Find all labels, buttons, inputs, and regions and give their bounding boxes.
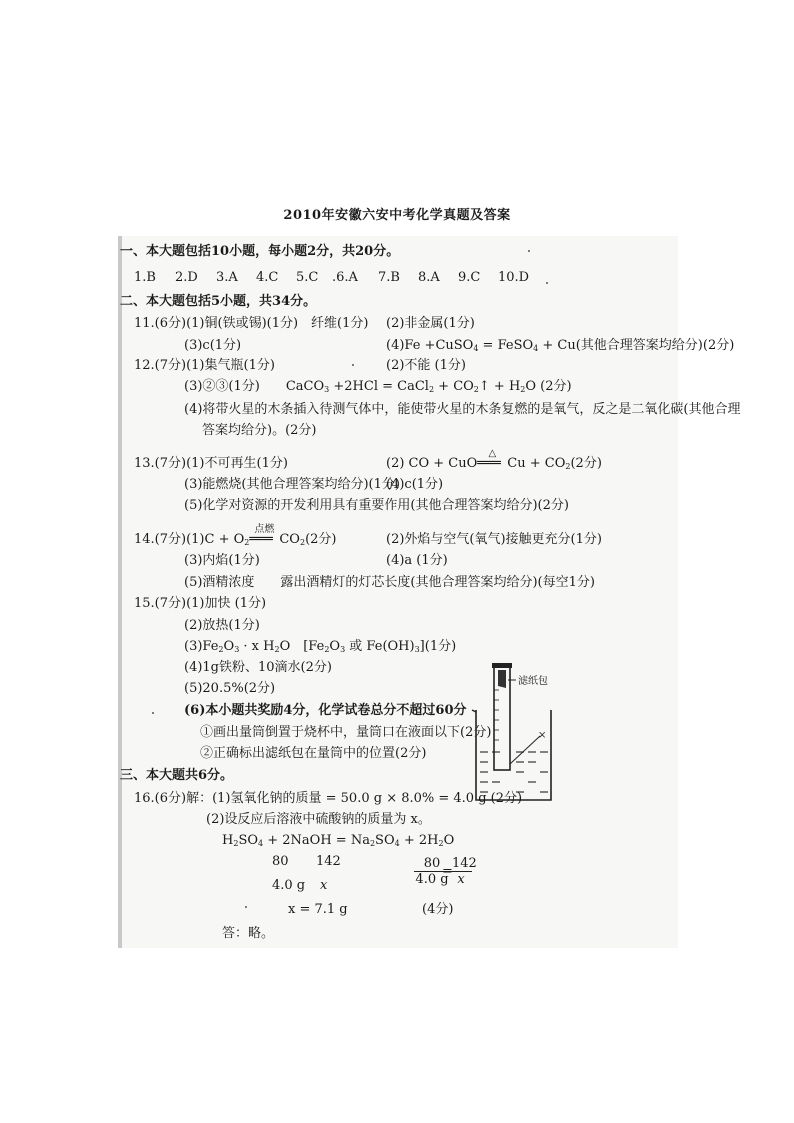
q14-line-d: (4)a (1分) [386,553,448,568]
q14-line-e: (5)酒精浓度 露出酒精灯的灯芯长度(其他合理答案均给分)(每空1分) [184,575,595,590]
eq-part: SO [238,833,259,848]
q13-line-c: (3)能燃烧(其他合理答案均给分)(1分) [184,477,400,492]
answer-5: 5.C [296,270,319,285]
answer-3: 3.A [216,270,238,285]
answer-10: 10.D [498,270,530,285]
q11-d-part: (4)Fe +CuSO [386,338,474,353]
subscript: 2 [244,538,250,547]
q11-line-b: (2)非金属(1分) [386,316,475,331]
scan-speck [152,712,154,714]
q15-line-h: ②正确标出滤纸包在量筒中的位置(2分) [200,746,427,761]
scan-speck [352,364,354,366]
proportion-equals: = [442,864,453,879]
q11-d-part: + Cu(其他合理答案均给分)(2分) [538,338,735,353]
heat-symbol: △ [488,448,497,459]
reaction-condition: △ ═══ [477,456,507,472]
q15-line-b: (2)放热(1分) [184,618,260,633]
q15-line-e: (5)20.5%(2分) [184,681,276,696]
eq-part: + 2H [399,833,439,848]
q13-line-d: (4)c(1分) [386,477,444,492]
q13-b-part: (2) CO + CuO [386,456,478,471]
q12-c-part: (3)②③(1分) CaCO [184,379,325,394]
ignite-label: 点燃 [254,524,275,535]
answer-4: 4.C [256,270,279,285]
q12-line-c [184,379,572,398]
q15-line-f: (6)本小题共奖励4分，化学试卷总分不超过60分 [184,703,467,718]
section-1-heading: 一、本大题包括10小题，每小题2分，共20分。 [120,244,400,259]
q14-line-c: (3)内焰(1分) [184,553,260,568]
given-mass: 4.0 g [272,878,306,893]
subscript: 4 [473,344,479,353]
q12-c-part: ↑ + H [478,379,521,394]
q15-c-part: · x H [239,639,275,654]
q13-line-b [386,448,602,475]
subscript: 4 [258,839,264,848]
q15-c-part: 或 Fe(OH) [345,639,415,654]
q16-points: (4分) [422,902,454,917]
scan-speck [245,906,247,908]
q15-c-part: O [329,639,341,654]
subscript: 4 [394,839,400,848]
subscript: 3 [340,645,346,654]
q14-line-a [134,524,337,551]
answer-1: 1.B [134,270,156,285]
q11-d-part: = FeSO [478,338,534,353]
subscript: 3 [414,645,420,654]
proportion-right-numerator: 142 [452,856,477,871]
eq-part: H [222,833,234,848]
q16-answer: 答：略。 [222,926,275,941]
molar-mass-naoh: 80 [272,854,289,869]
q16-result: x = 7.1 g [288,902,348,917]
subscript: 2 [428,385,435,394]
answer-7: 7.B [378,270,400,285]
q12-c-part: O (2分) [525,379,572,394]
q14-a-part: 14.(7分)(1)C + O [134,532,245,547]
q15-c-part: ](1分) [419,639,457,654]
reaction-condition: 点燃 ═══ [249,532,279,548]
answer-9: 9.C [458,270,481,285]
proportion-left-numerator: 80 [414,856,450,872]
q13-b-part: Cu + CO [507,456,566,471]
subscript: 3 [234,645,240,654]
section-3-heading: 三、本大题共6分。 [120,768,234,783]
q13-b-part: (2分) [570,456,602,471]
q14-a-part: (2分) [305,532,337,547]
q11-line-d [386,338,734,357]
q14-a-part: CO [279,532,300,547]
q16-equation [222,833,454,852]
q15-line-d: (4)1g铁粉、10滴水(2分) [184,660,332,675]
q13-line-a: 13.(7分)(1)不可再生(1分) [134,456,288,471]
q13-line-e: (5)化学对资源的开发利用具有重要作用(其他合理答案均给分)(2分) [184,498,569,513]
subscript: 2 [369,839,376,848]
figure-label-filter-paper: 滤纸包 [518,676,548,687]
q15-c-part: (3)Fe [184,639,219,654]
subscript: 2 [520,385,526,394]
q15-c-part: O [223,639,235,654]
scan-speck [546,282,548,284]
q12-line-d2: 答案均给分)。(2分) [202,423,317,438]
proportion-right-denominator: x [457,872,465,887]
proportion-right [450,856,477,887]
eq-part: + 2NaOH = Na [263,833,370,848]
eq-part: O [443,833,455,848]
q15-line-a: 15.(7分)(1)加快 (1分) [134,596,267,611]
subscript: 2 [438,839,444,848]
beaker-figure [466,660,586,808]
q16-line-2: (2)设反应后溶液中硫酸钠的质量为 x。 [206,812,431,827]
q12-line-d1: (4)将带火星的木条插入待测气体中，能使带火星的木条复燃的是氧气，反之是二氧化碳(其他合理 [184,402,741,417]
q12-line-a: 12.(7分)(1)集气瓶(1分) [134,358,275,373]
subscript: 3 [324,385,330,394]
scan-speck [528,250,530,252]
subscript: 2 [299,538,306,547]
q16-line-1: 16.(6分)解：(1)氢氧化钠的质量 = 50.0 g × 8.0% = 4.0 g (2分) [134,791,523,806]
q15-line-c [184,639,456,658]
q12-c-part: +2HCl = CaCl [329,379,429,394]
section-1-answers [134,270,554,286]
q14-line-b: (2)外焰与空气(氧气)接触更充分(1分) [386,532,602,547]
answer-8: 8.A [418,270,440,285]
section-2-heading: 二、本大题包括5小题，共34分。 [120,294,317,309]
unknown-x: x [320,878,328,893]
q12-line-b: (2)不能 (1分) [386,358,466,373]
molar-mass-na2so4: 142 [316,854,341,869]
svg-text:×: × [538,730,547,741]
subscript: 2 [233,839,239,848]
q12-c-part: + CO [434,379,474,394]
q15-line-g: ①画出量筒倒置于烧杯中，量筒口在液面以下(2分) [200,725,492,740]
q11-line-c: (3)c(1分) [184,338,242,353]
subscript: 2 [324,645,330,654]
scan-edge [118,236,122,948]
q15-c-part: O [Fe [279,639,325,654]
subscript: 2 [218,645,224,654]
answer-6: .6.A [332,270,358,285]
document-title: 2010年安徽六安中考化学真题及答案 [283,208,511,223]
subscript: 2 [565,462,571,471]
q11-line-a: 11.(6分)(1)铜(铁或锡)(1分) 纤维(1分) [134,316,369,331]
subscript: 4 [533,344,539,353]
answer-2: 2.D [175,270,198,285]
proportion-left-denominator: 4.0 g [415,872,449,887]
subscript: 2 [473,385,479,394]
eq-part: SO [375,833,395,848]
subscript: 2 [274,645,280,654]
